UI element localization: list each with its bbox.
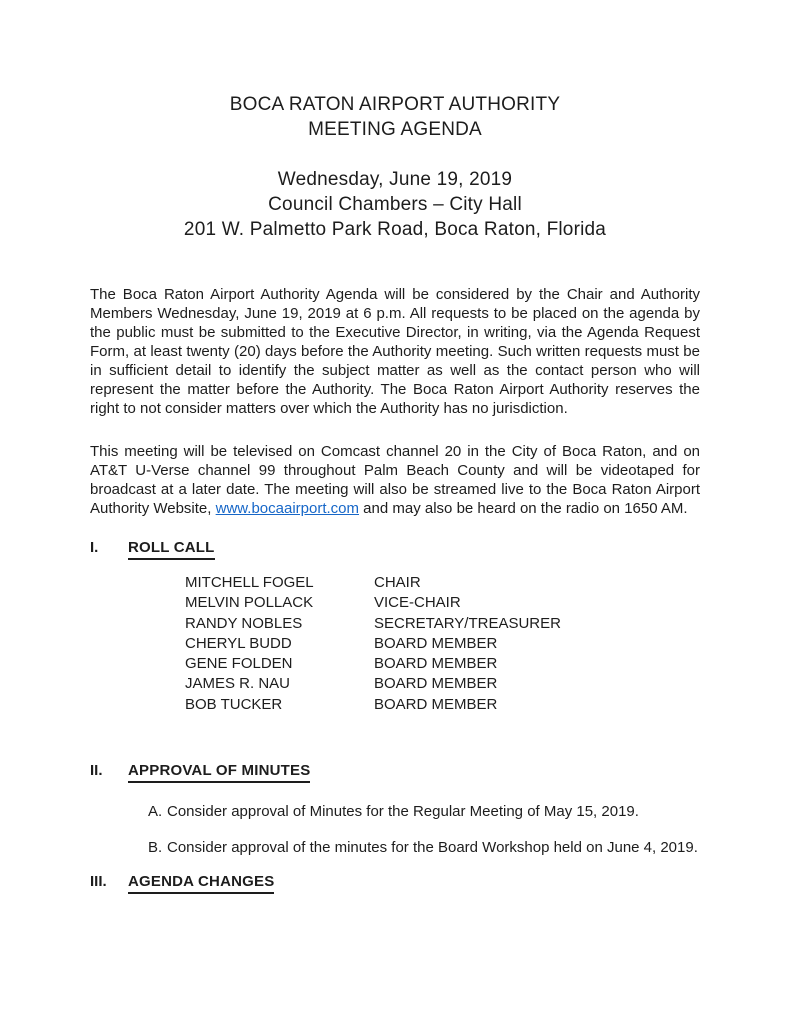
member-name: BOB TUCKER [185,695,283,713]
title-block [90,92,700,142]
document-title: BOCA RATON AIRPORT AUTHORITY [229,94,561,115]
paragraph-2-text-before-link: This meeting will be televised on Comcast channel 20 in the City of Boca Raton, and on AT&T U-Verse channel 99 throughout Palm Beach County and will be videotaped for broadcast at a later date. The meeting will also be streamed live to the Boca Raton Airport Authority Website, [90,443,700,517]
agenda-changes-heading-text: AGENDA CHANGES [128,872,274,894]
table-row [185,654,700,674]
section-spacer [90,738,700,761]
section-roll-call-heading [90,538,700,560]
meeting-date: Wednesday, June 19, 2019 [277,169,513,190]
member-role: BOARD MEMBER [374,655,498,673]
member-name: MELVIN POLLACK [185,594,314,612]
roll-call-table [90,573,700,715]
member-role: VICE-CHAIR [374,594,461,612]
member-name: JAMES R. NAU [185,675,291,693]
member-name: CHERYL BUDD [185,634,292,652]
section-approval-of-minutes-heading [90,761,700,783]
meeting-location: Council Chambers – City Hall [268,194,522,215]
member-role: BOARD MEMBER [374,675,498,693]
section-agenda-changes-heading [90,872,700,894]
table-row [185,573,700,593]
agenda-changes-numeral: III. [90,873,107,891]
document-subtitle: MEETING AGENDA [308,119,482,140]
member-role: BOARD MEMBER [374,634,498,652]
item-letter: A. [148,803,163,821]
member-name: RANDY NOBLES [185,614,303,632]
member-name: GENE FOLDEN [185,655,293,673]
item-text: Consider approval of the minutes for the Board Workshop held on June 4, 2019. [167,839,698,857]
table-row [185,634,700,654]
item-text: Consider approval of Minutes for the Regular Meeting of May 15, 2019. [167,803,639,821]
agenda-item-b [90,838,700,857]
table-row [185,614,700,634]
paragraph-2-text-after-link: and may also be heard on the radio on 1650 AM. [359,500,688,517]
member-role: SECRETARY/TREASURER [374,614,561,632]
meeting-address: 201 W. Palmetto Park Road, Boca Raton, Florida [183,219,607,240]
intro-paragraph-2 [90,442,700,518]
agenda-item-a [90,802,700,821]
meeting-info-block [90,167,700,242]
roll-call-heading-text: ROLL CALL [128,538,215,560]
intro-paragraph-1: The Boca Raton Airport Authority Agenda will be considered by the Chair and Authority Members Wednesday, June 19, 2019 at 6 p.m. All requests to be placed on the agenda by the public must be submitted to the Executive Director, in writing, via the Agenda Request Form, at least twenty (20) days before the Authority meeting. Such written requests must be in sufficient detail to identify the subject matter as well as the contact person who will represent the matter before the Authority. The Boca Raton Airport Authority reserves the right to not consider matters over which the Authority has no jurisdiction. [90,286,700,417]
boca-airport-website-link[interactable]: www.bocaairport.com [215,500,360,517]
approval-heading-text: APPROVAL OF MINUTES [128,761,310,783]
member-role: CHAIR [374,574,421,591]
member-name: MITCHELL FOGEL [185,574,314,591]
roll-call-numeral: I. [90,539,99,556]
table-row [185,593,700,613]
table-row [185,674,700,694]
table-row [185,695,700,715]
member-role: BOARD MEMBER [374,695,498,713]
approval-numeral: II. [90,762,103,780]
item-letter: B. [148,839,163,857]
